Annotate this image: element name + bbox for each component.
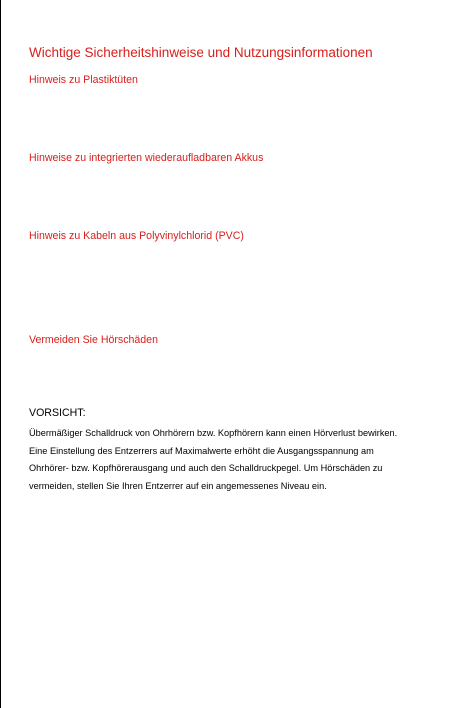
heading-pvc-cables: Hinweis zu Kabeln aus Polyvinylchlorid (PVC) (29, 230, 244, 242)
caution-label: VORSICHT: (29, 407, 86, 419)
page-left-border (0, 0, 1, 708)
heading-avoid-hearing-damage: Vermeiden Sie Hörschäden (29, 334, 158, 346)
heading-rechargeable-batteries: Hinweise zu integrierten wiederaufladbaren Akkus (29, 152, 264, 164)
caution-paragraph (29, 425, 441, 495)
caution-line: Übermäßiger Schalldruck von Ohrhörern bzw. Kopfhörern kann einen Hörverlust bewirken. (29, 428, 398, 438)
caution-line: Eine Einstellung des Entzerrers auf Maximalwerte erhöht die Ausgangsspannung am (29, 445, 374, 456)
document-title: Wichtige Sicherheitshinweise und Nutzungsinformationen (29, 45, 373, 60)
caution-line: Ohrhörer- bzw. Kopfhörerausgang und auch den Schalldruckpegel. Um Hörschäden zu (29, 463, 383, 473)
heading-plastic-bags: Hinweis zu Plastiktüten (29, 74, 138, 86)
caution-line: vermeiden, stellen Sie Ihren Entzerrer auf ein angemessenes Niveau ein. (29, 480, 327, 491)
